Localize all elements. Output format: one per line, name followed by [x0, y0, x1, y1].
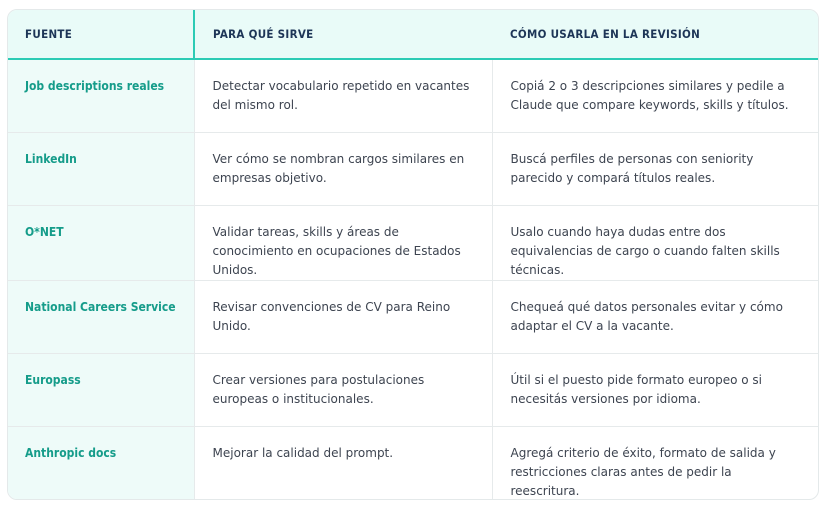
column-header-usage: CÓMO USARLA EN LA REVISIÓN	[492, 10, 818, 59]
row-purpose: Revisar convenciones de CV para Reino Unido.	[194, 280, 492, 353]
row-usage: Chequeá qué datos personales evitar y cómo adaptar el CV a la vacante.	[492, 280, 818, 353]
resources-table-grid	[8, 10, 818, 500]
table-row	[8, 280, 818, 353]
table-row	[8, 132, 818, 205]
row-source: Job descriptions reales	[8, 59, 194, 132]
row-usage: Copiá 2 o 3 descripciones similares y pedile a Claude que compare keywords, skills y títulos.	[492, 59, 818, 132]
table-header-row	[8, 10, 818, 59]
row-source: O*NET	[8, 205, 194, 280]
row-source: Anthropic docs	[8, 426, 194, 500]
row-purpose: Mejorar la calidad del prompt.	[194, 426, 492, 500]
table-row	[8, 353, 818, 426]
resources-table	[7, 9, 819, 500]
row-purpose: Crear versiones para postulaciones europeas o institucionales.	[194, 353, 492, 426]
table-row	[8, 59, 818, 132]
row-usage: Buscá perfiles de personas con seniority parecido y compará títulos reales.	[492, 132, 818, 205]
row-purpose: Validar tareas, skills y áreas de conocimiento en ocupaciones de Estados Unidos.	[194, 205, 492, 280]
row-purpose: Detectar vocabulario repetido en vacantes del mismo rol.	[194, 59, 492, 132]
row-purpose: Ver cómo se nombran cargos similares en empresas objetivo.	[194, 132, 492, 205]
row-source: LinkedIn	[8, 132, 194, 205]
row-source: National Careers Service	[8, 280, 194, 353]
row-usage: Usalo cuando haya dudas entre dos equivalencias de cargo o cuando falten skills técnicas.	[492, 205, 818, 280]
column-header-source: FUENTE	[8, 10, 194, 59]
column-header-purpose: PARA QUÉ SIRVE	[194, 10, 492, 59]
row-usage: Útil si el puesto pide formato europeo o si necesitás versiones por idioma.	[492, 353, 818, 426]
table-row	[8, 426, 818, 500]
row-source: Europass	[8, 353, 194, 426]
table-row	[8, 205, 818, 280]
row-usage: Agregá criterio de éxito, formato de salida y restricciones claras antes de pedir la reescritura.	[510, 445, 776, 498]
